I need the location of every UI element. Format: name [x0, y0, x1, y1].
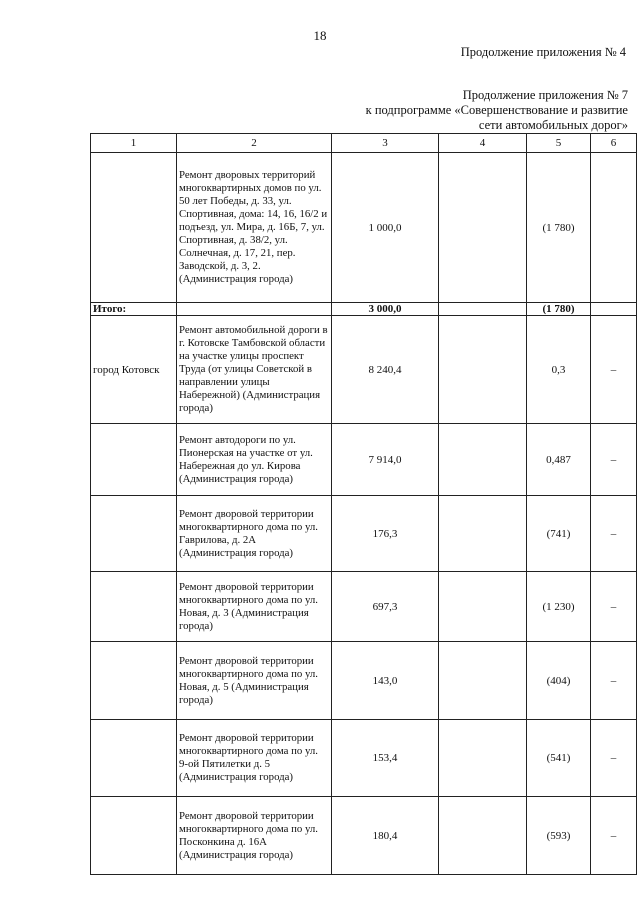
cell-amount: 8 240,4 — [332, 316, 439, 424]
total-amount: 3 000,0 — [332, 303, 439, 316]
cell-region — [91, 153, 177, 303]
cell-col6 — [591, 303, 637, 316]
appendix-7-line3: сети автомобильных дорог» — [478, 118, 628, 132]
cell-indicator: (404) — [527, 642, 591, 720]
cell-col4 — [439, 720, 527, 797]
cell-col4 — [439, 797, 527, 875]
column-header: 1 — [91, 134, 177, 153]
cell-description — [177, 303, 332, 316]
table-row — [91, 642, 637, 720]
cell-region: город Котовск — [91, 316, 177, 424]
cell-description: Ремонт дворовых территорий многоквартирных домов по ул. 50 лет Победы, д. 33, ул. Спортивная, дома: 14, 16, 16/2 и подъезд, ул. Мира, д. 16Б, 7, ул. Спортивная, д. 38/2, ул. Солнечная, д. 17, 21, пер. Заводской, д. 3, 2. (Администрация города) — [177, 153, 332, 303]
cell-col4 — [439, 303, 527, 316]
appendix-7-line2: к подпрограмме «Совершенствование и развитие — [365, 103, 628, 117]
cell-description: Ремонт дворовой территории многоквартирного дома по ул. 9-ой Пятилетки д. 5 (Администрация города) — [177, 720, 332, 797]
cell-indicator: (541) — [527, 720, 591, 797]
appendix-7-line1: Продолжение приложения № 7 — [462, 88, 628, 102]
cell-amount: 176,3 — [332, 496, 439, 572]
cell-indicator: 0,3 — [527, 316, 591, 424]
cell-amount: 143,0 — [332, 642, 439, 720]
cell-col6: – — [591, 642, 637, 720]
cell-col4 — [439, 424, 527, 496]
cell-col6: – — [591, 316, 637, 424]
cell-col6: – — [591, 572, 637, 642]
cell-col6 — [591, 153, 637, 303]
appendix-7-header — [366, 88, 628, 133]
total-label: Итого: — [91, 303, 177, 316]
column-header: 5 — [527, 134, 591, 153]
cell-amount: 7 914,0 — [332, 424, 439, 496]
table-row — [91, 153, 637, 303]
cell-col6: – — [591, 797, 637, 875]
cell-col6: – — [591, 496, 637, 572]
appendix-4-continuation: Продолжение приложения № 4 — [460, 45, 626, 59]
cell-region — [91, 642, 177, 720]
table-row — [91, 797, 637, 875]
cell-col6: – — [591, 424, 637, 496]
cell-indicator: (1 230) — [527, 572, 591, 642]
cell-col4 — [439, 496, 527, 572]
cell-description: Ремонт автодороги по ул. Пионерская на участке от ул. Набережная до ул. Кирова (Администрация города) — [177, 424, 332, 496]
total-row — [91, 303, 637, 316]
cell-amount: 153,4 — [332, 720, 439, 797]
cell-indicator: (741) — [527, 496, 591, 572]
budget-table — [90, 133, 637, 875]
cell-description: Ремонт дворовой территории многоквартирного дома по ул. Новая, д. 3 (Администрация города) — [177, 572, 332, 642]
cell-region — [91, 572, 177, 642]
cell-col6: – — [591, 720, 637, 797]
page-number: 18 — [313, 28, 327, 43]
cell-region — [91, 720, 177, 797]
table-header-row — [91, 134, 637, 153]
cell-col4 — [439, 153, 527, 303]
table-row — [91, 496, 637, 572]
cell-col4 — [439, 642, 527, 720]
cell-region — [91, 797, 177, 875]
table-row — [91, 424, 637, 496]
cell-region — [91, 496, 177, 572]
cell-amount: 697,3 — [332, 572, 439, 642]
column-header: 3 — [332, 134, 439, 153]
cell-amount: 180,4 — [332, 797, 439, 875]
cell-col4 — [439, 316, 527, 424]
column-header: 2 — [177, 134, 332, 153]
cell-indicator: (593) — [527, 797, 591, 875]
table-row — [91, 316, 637, 424]
cell-col4 — [439, 572, 527, 642]
cell-description: Ремонт автомобильной дороги в г. Котовске Тамбовской области на участке улицы проспект Труда (от улицы Советской в направлении улицы Набережной) (Администрация города) — [177, 316, 332, 424]
cell-description: Ремонт дворовой территории многоквартирного дома по ул. Гаврилова, д. 2А (Администрация города) — [177, 496, 332, 572]
column-header: 4 — [439, 134, 527, 153]
table-row — [91, 572, 637, 642]
cell-indicator: 0,487 — [527, 424, 591, 496]
table-row — [91, 720, 637, 797]
cell-description: Ремонт дворовой территории многоквартирного дома по ул. Посконкина д. 16А (Администрация города) — [177, 797, 332, 875]
cell-region — [91, 424, 177, 496]
cell-description: Ремонт дворовой территории многоквартирного дома по ул. Новая, д. 5 (Администрация города) — [177, 642, 332, 720]
cell-indicator: (1 780) — [527, 153, 591, 303]
column-header: 6 — [591, 134, 637, 153]
total-indicator: (1 780) — [527, 303, 591, 316]
cell-amount: 1 000,0 — [332, 153, 439, 303]
